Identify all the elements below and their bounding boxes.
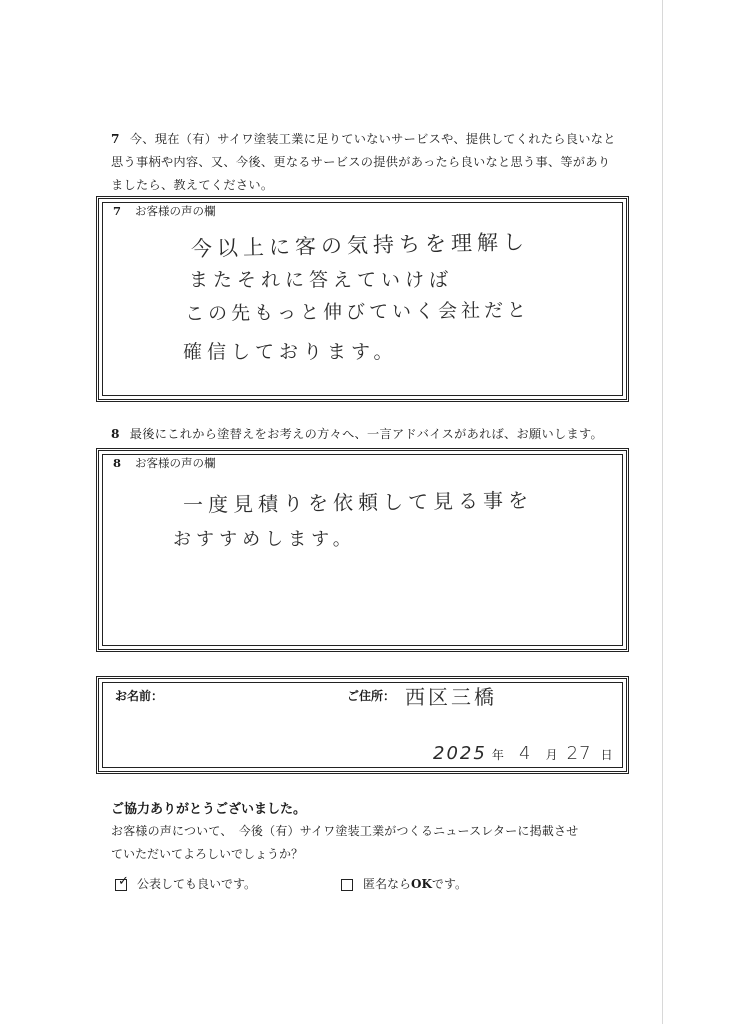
option-public-label: 公表しても良いです。: [137, 877, 257, 891]
answer-box-8: [96, 448, 629, 652]
address-label: ご住所：: [347, 689, 396, 703]
question-8-text: 最後にこれから塗替えをお考えの方々へ、一言アドバイスがあれば、お願いします。: [129, 427, 603, 441]
newsletter-question-line-2: ていただいてよろしいでしょうか？: [111, 847, 304, 861]
option-anonymous-suffix: です。: [431, 877, 467, 891]
handwriting-7-line-1: 今以上に客の気持ちを理解し: [190, 229, 530, 261]
option-anonymous-checkbox[interactable]: [341, 879, 353, 891]
newsletter-question-line-1: お客様の声について、 今後（有）サイワ塗装工業がつくるニュースレターに掲載させ: [111, 824, 579, 838]
question-7-number: 7: [111, 132, 120, 146]
question-7: [111, 128, 621, 197]
handwriting-7-line-4: 確信しております。: [183, 341, 398, 363]
date-line: [433, 743, 613, 764]
handwriting-8-line-2: おすすめします。: [173, 529, 356, 550]
date-day: 27: [566, 743, 592, 764]
option-public[interactable]: [115, 875, 256, 892]
info-box: [96, 676, 629, 774]
answer-box-7-number: 7: [113, 204, 122, 218]
question-7-text: 今、現在（有）サイワ塗装工業に足りていないサービスや、提供してくれたら良いなと思う事柄や内容、又、今後、更なるサービスの提供があったら良いなと思う事、等がありましたら、教えてください。: [111, 132, 616, 192]
address-value: 西区三橋: [405, 685, 497, 709]
option-anonymous[interactable]: [341, 875, 467, 892]
handwriting-8-line-1: 一度見積りを依頼して見る事を: [182, 488, 534, 517]
page-edge-line: [662, 0, 663, 1024]
answer-box-7-label-text: お客様の声の欄: [135, 204, 216, 218]
answer-box-7-label: [113, 203, 216, 219]
date-month-unit: 月: [545, 748, 558, 762]
check-mark-icon: ✓: [118, 873, 129, 889]
answer-box-7: [96, 196, 629, 402]
option-anonymous-ok: OK: [411, 877, 432, 891]
handwriting-7-line-3: この先もっと伸びていく会社だと: [184, 299, 531, 325]
answer-box-8-number: 8: [113, 456, 122, 470]
date-year: 2025: [433, 743, 487, 764]
handwriting-7-line-2: またそれに答えていけば: [189, 269, 454, 291]
answer-box-8-label: [113, 455, 216, 471]
option-anonymous-prefix: 匿名なら: [363, 877, 412, 891]
question-8: [111, 423, 621, 446]
answer-box-8-label-text: お客様の声の欄: [135, 456, 216, 470]
option-public-checkbox[interactable]: [115, 873, 129, 891]
date-day-unit: 日: [600, 748, 613, 762]
thanks-message: ご協力ありがとうございました。: [111, 802, 307, 817]
date-year-unit: 年: [491, 748, 504, 762]
name-label: お名前：: [115, 689, 164, 703]
date-month: 4: [519, 743, 531, 764]
question-8-number: 8: [111, 427, 120, 441]
